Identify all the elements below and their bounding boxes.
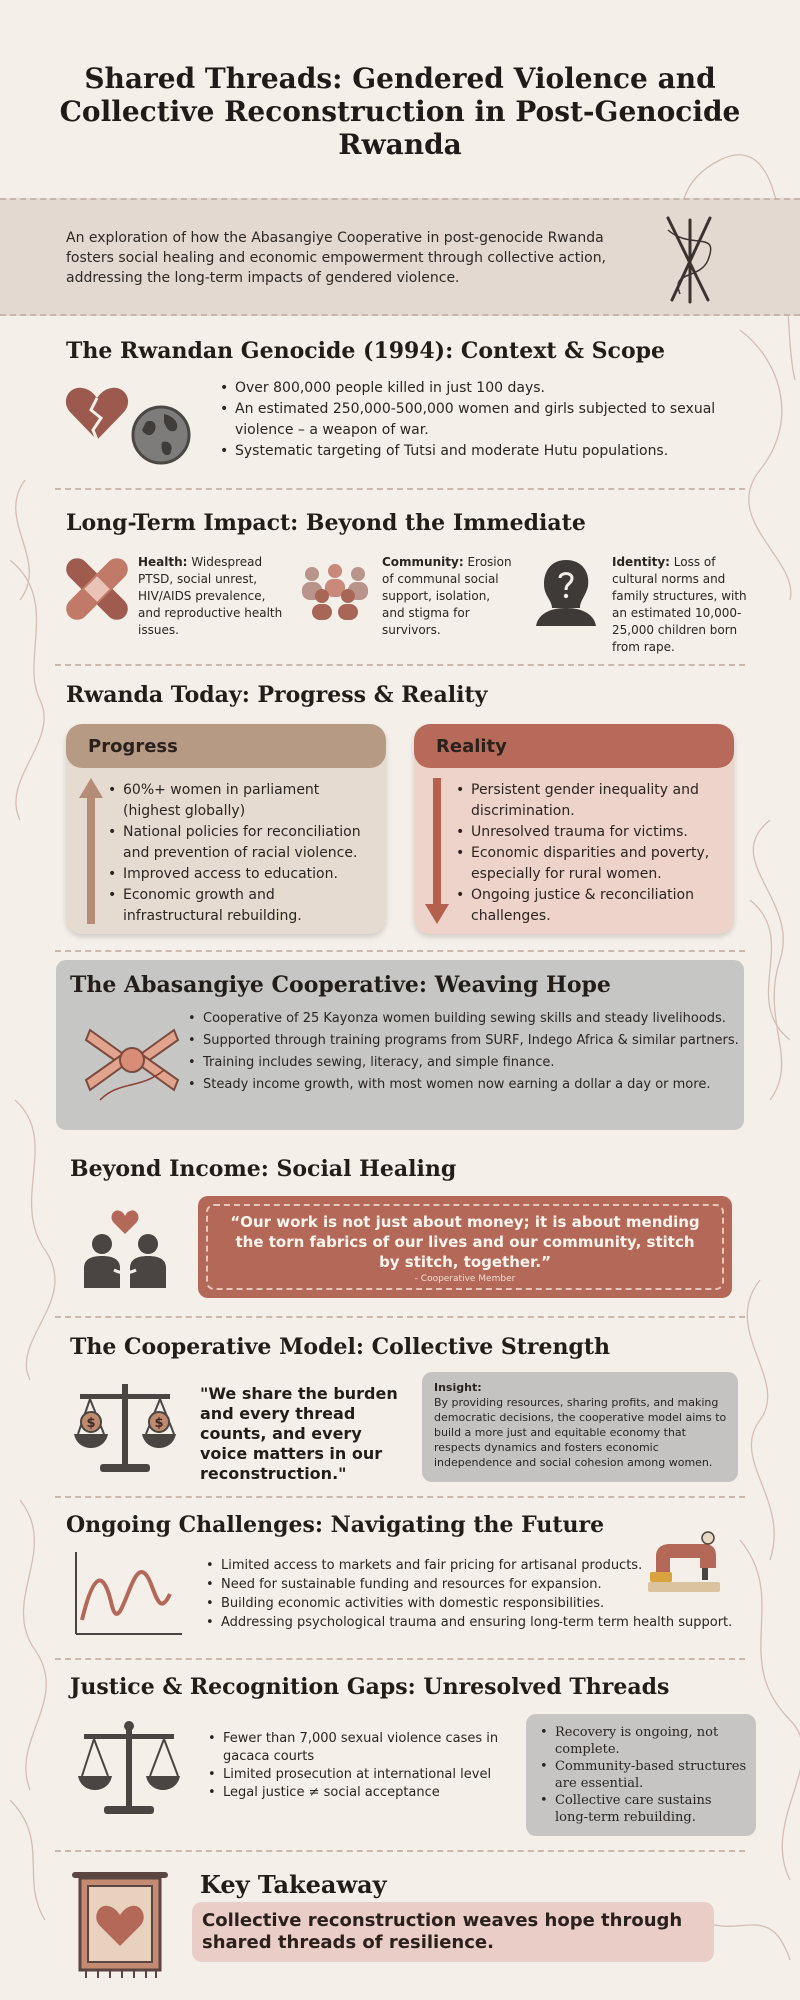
bandage-icon (64, 556, 130, 622)
justice-bullets (206, 1730, 518, 1802)
reality-card-heading: Reality (414, 724, 734, 768)
joined-hands-icon (80, 1010, 184, 1110)
list-item: • Community-based structures are essential. (538, 1758, 748, 1792)
healing-section-title: Beyond Income: Social Healing (70, 1156, 457, 1182)
list-item: • 60%+ women in parliament (highest globally) (106, 780, 378, 822)
progress-card-heading: Progress (66, 724, 386, 768)
progress-bullets (106, 780, 378, 927)
list-item: • Addressing psychological trauma and ensuring long-term term health support. (204, 1613, 740, 1632)
list-item: • Fewer than 7,000 sexual violence cases in gacaca courts (206, 1730, 518, 1766)
genocide-bullets (218, 378, 718, 462)
list-item: • Ongoing justice & reconciliation challenges. (454, 885, 726, 927)
up-arrow-icon (78, 776, 104, 926)
takeaway-box (192, 1902, 714, 1962)
justice-section-title: Justice & Recognition Gaps: Unresolved Threads (70, 1674, 670, 1700)
genocide-section-title: The Rwandan Genocide (1994): Context & Scope (66, 338, 665, 364)
healing-quote: “Our work is not just about money; it is about mending the torn fabrics of our lives and our community, stitch by stitch, together.” (230, 1213, 700, 1271)
down-arrow-icon (424, 776, 450, 926)
takeaway-title: Key Takeaway (200, 1870, 387, 1899)
list-item: • Building economic activities with domestic responsibilities. (204, 1594, 740, 1613)
impact-identity (612, 554, 752, 656)
insight-label: Insight: (434, 1381, 482, 1394)
list-item: • Systematic targeting of Tutsi and moderate Hutu populations. (218, 441, 718, 462)
list-item: • Over 800,000 people killed in just 100 days. (218, 378, 718, 399)
list-item: • Supported through training programs from SURF, Indego Africa & similar partners. (186, 1030, 742, 1052)
list-item: • Collective care sustains long-term rebuilding. (538, 1792, 748, 1826)
impact-health-label: Health: (138, 555, 188, 569)
impact-health (138, 554, 290, 639)
reality-card (414, 724, 734, 934)
model-quote: "We share the burden and every thread counts, and every voice matters in our reconstruction." (200, 1384, 398, 1483)
cooperative-section-title: The Abasangiye Cooperative: Weaving Hope (70, 972, 611, 998)
svg-text:$: $ (86, 1416, 96, 1431)
list-item: • Need for sustainable funding and resources for expansion. (204, 1575, 740, 1594)
section-divider (55, 1316, 745, 1318)
impact-community (382, 554, 516, 639)
justice-scale-icon (74, 1720, 184, 1816)
impact-identity-text: Loss of cultural norms and family structures, with an estimated 10,000-25,000 children born from rape. (612, 555, 747, 654)
justice-summary-box (526, 1714, 756, 1836)
impact-health-text: Widespread PTSD, social unrest, HIV/AIDS prevalence, and reproductive health issues. (138, 555, 283, 637)
takeaway-text: Collective reconstruction weaves hope through shared threads of resilience. (202, 1910, 683, 1953)
insight-box (422, 1372, 738, 1482)
page-title: Shared Threads: Gendered Violence and Collective Reconstruction in Post-Genocide Rwanda (59, 62, 741, 161)
list-item: • Unresolved trauma for victims. (454, 822, 726, 843)
insight-text: By providing resources, sharing profits, and making democratic decisions, the cooperative model aims to build a more just and equitable economy that respects dynamics and fosters economic independence and social cohesion among women. (434, 1396, 727, 1469)
justice-box-bullets (538, 1724, 748, 1826)
group-icon (298, 562, 372, 622)
list-item: • Cooperative of 25 Kayonza women building sewing skills and steady livelihoods. (186, 1008, 742, 1030)
challenges-section-title: Ongoing Challenges: Navigating the Future (66, 1512, 605, 1538)
section-divider (55, 664, 745, 666)
cooperative-bullets (186, 1008, 742, 1096)
section-divider (55, 1658, 745, 1660)
list-item: • Limited prosecution at international level (206, 1766, 518, 1784)
list-item: • Persistent gender inequality and discrimination. (454, 780, 726, 822)
quote-box (198, 1196, 732, 1298)
impact-section-title: Long-Term Impact: Beyond the Immediate (66, 510, 586, 536)
today-section-title: Rwanda Today: Progress & Reality (66, 682, 488, 708)
heart-tapestry-icon (70, 1868, 170, 1980)
two-people-heart-icon (78, 1204, 172, 1288)
section-divider (55, 950, 745, 952)
list-item: • Improved access to education. (106, 864, 378, 885)
section-divider (55, 1496, 745, 1498)
list-item: • Legal justice ≠ social acceptance (206, 1784, 518, 1802)
list-item: • Economic growth and infrastructural rebuilding. (106, 885, 378, 927)
intro-text: An exploration of how the Abasangiye Cooperative in post-genocide Rwanda fosters social healing and economic empowerment through collective action, addressing the long-term impacts of gendered violence. (66, 230, 607, 286)
list-item: • National policies for reconciliation and prevention of racial violence. (106, 822, 378, 864)
globe-icon (130, 404, 192, 466)
money-scale-icon (70, 1378, 180, 1474)
section-divider (55, 488, 745, 490)
impact-identity-label: Identity: (612, 555, 670, 569)
insight-content (434, 1380, 730, 1470)
reality-bullets (454, 780, 726, 927)
impact-community-text: Erosion of communal social support, isolation, and stigma for survivors. (382, 555, 512, 637)
sewing-machine-icon (646, 1528, 722, 1596)
list-item: • Economic disparities and poverty, especially for rural women. (454, 843, 726, 885)
section-divider (55, 1850, 745, 1852)
needles-thread-icon (650, 210, 730, 306)
quote-attribution: - Cooperative Member (414, 1274, 516, 1284)
model-section-title: The Cooperative Model: Collective Strength (70, 1334, 611, 1360)
wave-chart-icon (72, 1550, 184, 1638)
impact-community-label: Community: (382, 555, 464, 569)
broken-heart-icon (64, 384, 130, 442)
list-item: • Limited access to markets and fair pricing for artisanal products. (204, 1556, 740, 1575)
list-item: • Steady income growth, with most women now earning a dollar a day or more. (186, 1074, 742, 1096)
svg-text:$: $ (154, 1416, 164, 1431)
question-head-icon (534, 556, 598, 626)
list-item: • Training includes sewing, literacy, and simple finance. (186, 1052, 742, 1074)
list-item: • An estimated 250,000-500,000 women and girls subjected to sexual violence – a weapon of war. (218, 399, 718, 441)
progress-card (66, 724, 386, 934)
list-item: • Recovery is ongoing, not complete. (538, 1724, 748, 1758)
